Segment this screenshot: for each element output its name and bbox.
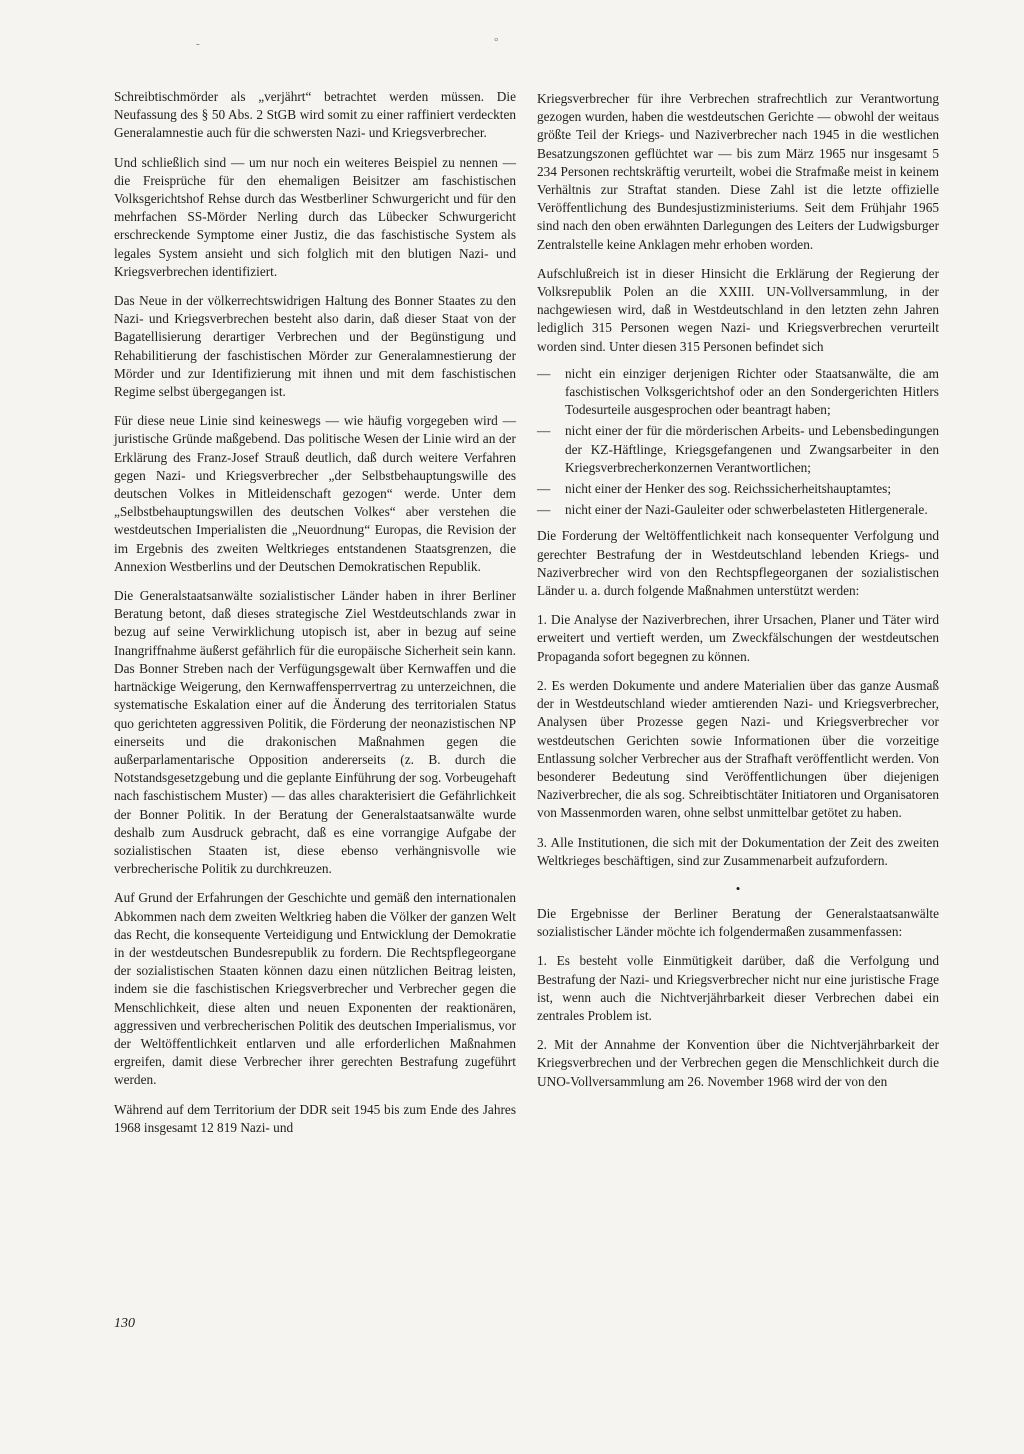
left-column (114, 88, 516, 1148)
paragraph: Und schließlich sind — um nur noch ein weiteres Beispiel zu nennen — die Freisprüche für den ehemaligen Beisitzer am faschistischen Volksgerichtshof Rehse durch das Westberliner Schwurgericht und für den mehrfachen SS-Mörder Nerling durch das Lübecker Schwurgericht erschreckende Symptome einer Justiz, die das faschistische System als legales System ansieht und sich folglich mit den blutigen Nazi- und Kriegsverbrechen identifiziert. (114, 154, 516, 279)
paragraph: Auf Grund der Erfahrungen der Geschichte und gemäß den internationalen Abkommen nach dem zweiten Weltkrieg haben die Völker der ganzen Welt das Recht, die konsequente Verteidigung und Entwicklung der Demokratie in der westdeutschen Bundesrepublik zu fordern. Die Rechtspflegeorgane der sozialistischen Staaten können dazu einen nützlichen Beitrag leisten, indem sie die faschistischen Kriegsverbrecher und Verbrecher gegen die Menschlichkeit, diese alten und neuen Exponenten der reaktionären, aggressiven und verbrecherischen Politik des deutschen Imperialismus, vor der Weltöffentlichkeit entlarven und alle erforderlichen Maßnahmen ergreifen, damit diese Verbrecher ihrer gerechten Bestrafung zugeführt werden. (114, 890, 516, 1088)
numbered-paragraph: 3. Alle Institutionen, die sich mit der Dokumentation der Zeit des zweiten Weltkrieges beschäftigen, sind zur Zusammenarbeit aufzufordern. (537, 834, 939, 868)
list-item: — nicht ein einziger derjenigen Richter oder Staatsanwälte, die am faschistischen Volksgerichtshof oder an den Sondergerichten Hitlers Todesurteile ausgesprochen oder beantragt haben; (537, 365, 939, 420)
paragraph: Die Generalstaatsanwälte sozialistischer Länder haben in ihrer Berliner Beratung betont, daß dieses strategische Ziel Westdeutschlands zwar in bezug auf seine Verwirklichung utopisch ist, aber in bezug auf seine Inangriffnahme äußerst gefährlich für die europäische Sicherheit sein kann. Das Bonner Streben nach der Verfügungsgewalt über Kernwaffen und die hartnäckige Weigerung, den Kernwaffensperrvertrag zu unterzeichnen, die systematische Eskalation einer auf die Änderung des territorialen Status quo gerichteten aggressiven Politik, die Förderung der neonazistischen NP einerseits und die drakonischen Maßnahmen gegen die außerparlamentarische Opposition andererseits (z. B. durch die Notstandsgesetzgebung und die geplante Einführung der sog. Vorbeugehaft nach faschistischem Muster) — das alles charakterisiert die Gefährlichkeit der Bonner Politik. In der Beratung der Generalstaatsanwälte wurde deshalb zum Ausdruck gebracht, daß es eine vorrangige Aufgabe der sozialistischen Staaten ist, diese ebenso verhängnisvolle wie verbrecherische Politik zu durchkreuzen. (114, 588, 516, 877)
list-item: — nicht einer der Nazi-Gauleiter oder schwerbelasteten Hitlergenerale. (537, 501, 939, 519)
paragraph: Aufschlußreich ist in dieser Hinsicht die Erklärung der Regierung der Volksrepublik Polen an die XXIII. UN-Vollversammlung, in der nachgewiesen wird, daß in Westdeutschland in den letzten zehn Jahren lediglich 315 Personen wegen Nazi- und Kriegsverbrechen verurteilt worden sind. Unter diesen 315 Personen befindet sich (537, 265, 939, 354)
paragraph: Das Neue in der völkerrechtswidrigen Haltung des Bonner Staates zu den Nazi- und Kriegsverbrechen besteht also darin, daß dieser Staat von der Bagatellisierung derartiger Verbrechen und der Begünstigung und Rehabilitierung der faschistischen Mörder zur Generalamnestierung der Mörder und zur Identifizierung mit ihnen und mit dem faschistischen Regime selbst übergegangen ist. (114, 293, 516, 400)
list-item: — nicht einer der für die mörderischen Arbeits- und Lebensbedingungen der KZ-Häftlinge, Kriegsgefangenen und Zwangsarbeiter in den Kriegsverbrecherkonzernen Verantwortlichen; (537, 422, 939, 477)
paragraph: Kriegsverbrecher für ihre Verbrechen strafrechtlich zur Verantwortung gezogen wurden, haben die westdeutschen Gerichte — obwohl der weitaus größte Teil der Kriegs- und Naziverbrecher nach 1945 in die westlichen Besatzungszonen geflüchtet war — bis zum März 1965 nur insgesamt 5 234 Personen rechtskräftig verurteilt, wobei die Strafmaße meist in keinem Verhältnis zur Straftat standen. Diese Zahl ist die letzte offizielle Veröffentlichung des Bundesjustizministeriums. Seit dem Frühjahr 1965 sind nach den oben erwähnten Darlegungen des Leiters der Ludwigsburger Zentralstelle keine Anklagen mehr erhoben worden. (537, 91, 939, 252)
list-item: — nicht einer der Henker des sog. Reichssicherheitshauptamtes; (537, 480, 939, 498)
paragraph: Die Forderung der Weltöffentlichkeit nach konsequenter Verfolgung und gerechter Bestrafung der in Westdeutschland lebenden Kriegs- und Naziverbrecher wird von den Rechtspflegeorganen der sozialistischen Länder u. a. durch folgende Maßnahmen unterstützt werden: (537, 528, 939, 599)
paragraph: Schreibtischmörder als „verjährt“ betrachtet werden müssen. Die Neufassung des § 50 Abs. 2 StGB wird somit zu einer raffiniert verdeckten Generalamnestie auch für die schwersten Nazi- und Kriegsverbrecher. (114, 89, 516, 141)
right-column (537, 90, 939, 1102)
paragraph: Die Ergebnisse der Berliner Beratung der Generalstaatsanwälte sozialistischer Länder möchte ich folgendermaßen zusammenfassen: (537, 905, 939, 940)
numbered-paragraph: 1. Die Analyse der Naziverbrechen, ihrer Ursachen, Planer und Täter wird erweitert und vertieft werden, um Zweckfälschungen der westdeutschen Propaganda sofort begegnen zu können. (537, 612, 939, 664)
section-separator: • (735, 880, 741, 896)
numbered-paragraph: 2. Mit der Annahme der Konvention über die Nichtverjährbarkeit der Kriegsverbrechen und der Verbrechen gegen die Menschlichkeit durch die UNO-Vollversammlung am 26. November 1968 wird der von den (537, 1037, 939, 1089)
page-number: 130 (114, 1316, 135, 1331)
numbered-paragraph: 1. Es besteht volle Einmütigkeit darüber, daß die Verfolgung und Bestrafung der Nazi- und Kriegsverbrecher nicht nur eine juristische Frage ist, wenn auch die Nichtverjährbarkeit dieser Verbrechen dabei ein zentrales Problem ist. (537, 953, 939, 1023)
paragraph: Während auf dem Territorium der DDR seit 1945 bis zum Ende des Jahres 1968 insgesamt 12 819 Nazi- und (114, 1101, 516, 1135)
numbered-paragraph: 2. Es werden Dokumente und andere Materialien über das ganze Ausmaß der in Westdeutschland wieder amtierenden Nazi- und Kriegsverbrecher, Analysen über Prozesse gegen Nazi- und Kriegsverbrecher vor westdeutschen Gerichten sowie Informationen über die vorzeitige Entlassung solcher Verbrecher aus der Strafhaft veröffentlicht werden. Von besonderer Bedeutung sind Veröffentlichungen über diejenigen Naziverbrecher, die als sog. Schreibtischtäter Initiatoren und Organisatoren von Massenmorden waren, ohne selbst unmittelbar getötet zu haben. (537, 677, 939, 821)
paragraph: Für diese neue Linie sind keineswegs — wie häufig vorgegeben wird — juristische Gründe maßgebend. Das politische Wesen der Linie wird an der Erklärung des Franz-Josef Strauß deutlich, daß durch weitere Verfahren gegen Nazi- und Kriegsverbrecher „der Selbstbehauptungswille des deutschen Volkes in Mitleidenschaft gezogen“ werde. Unter dem „Selbstbehauptungswillen des deutschen Volkes“ aber verstehen die westdeutschen Imperialisten die „Neuordnung“ Europas, die Revision der im Ergebnis des zweiten Weltkrieges entstandenen Staatsgrenzen, die Annexion Westberlins und der Deutschen Demokratischen Republik. (114, 413, 516, 574)
scan-speck: ° (494, 36, 499, 48)
dash-list (537, 365, 939, 520)
scan-speck: - (196, 38, 200, 50)
